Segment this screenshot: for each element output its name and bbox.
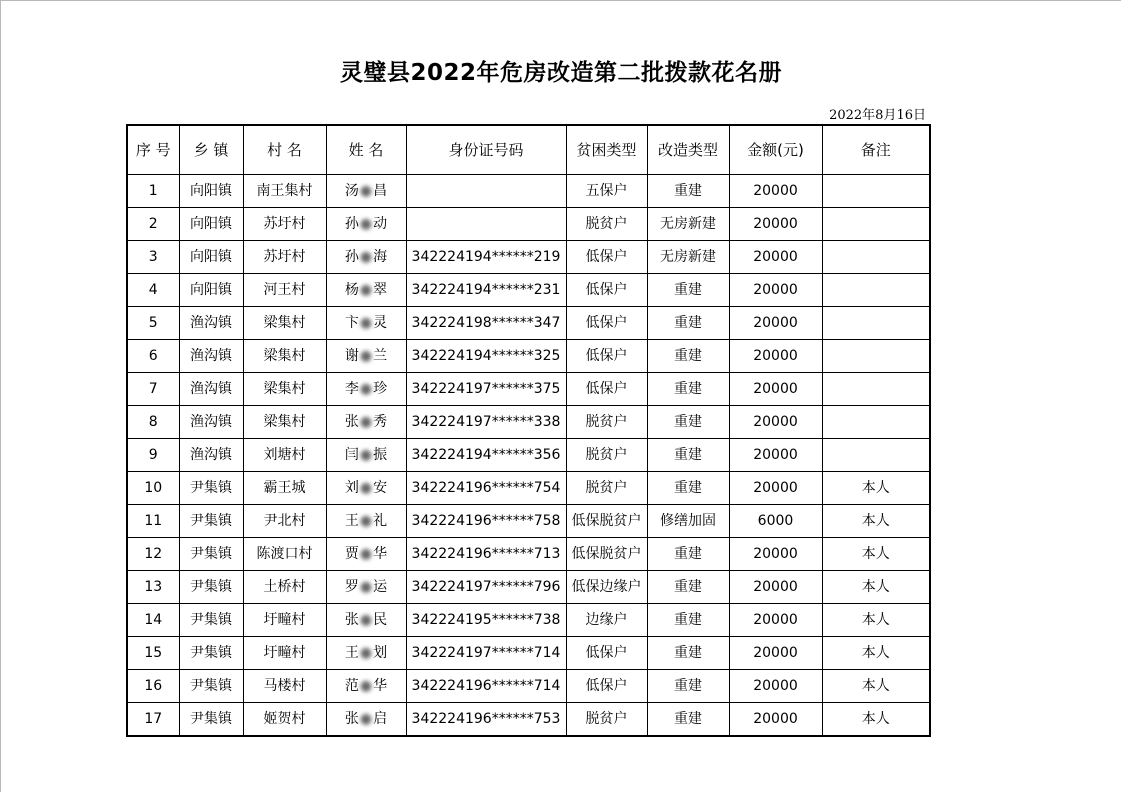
name-last-char: 划 xyxy=(373,645,388,661)
table-row xyxy=(127,538,930,571)
cell-index: 16 xyxy=(127,670,179,703)
name-redacted-char: ● xyxy=(359,282,373,298)
cell-id-number: 342224197******375 xyxy=(406,373,566,406)
cell-note xyxy=(822,241,930,274)
cell-name xyxy=(326,571,406,604)
cell-amount: 6000 xyxy=(729,505,822,538)
cell-name xyxy=(326,340,406,373)
cell-poverty-type: 低保户 xyxy=(566,241,647,274)
name-last-char: 翠 xyxy=(373,282,388,298)
cell-town: 渔沟镇 xyxy=(179,340,243,373)
cell-note: 本人 xyxy=(822,472,930,505)
cell-amount: 20000 xyxy=(729,439,822,472)
cell-note: 本人 xyxy=(822,571,930,604)
header-note: 备注 xyxy=(822,125,930,175)
name-first-char: 孙 xyxy=(344,249,359,265)
cell-note xyxy=(822,406,930,439)
cell-town: 向阳镇 xyxy=(179,208,243,241)
name-redacted-char: ● xyxy=(359,480,373,496)
table-row xyxy=(127,505,930,538)
document-title: 灵璧县2022年危房改造第二批拨款花名册 xyxy=(339,60,782,86)
cell-village: 姬贺村 xyxy=(243,703,326,737)
name-first-char: 王 xyxy=(344,645,359,661)
cell-town: 尹集镇 xyxy=(179,703,243,737)
cell-name xyxy=(326,637,406,670)
cell-id-number: 342224194******231 xyxy=(406,274,566,307)
cell-village: 尹北村 xyxy=(243,505,326,538)
cell-id-number: 342224196******753 xyxy=(406,703,566,737)
cell-id-number: 342224197******714 xyxy=(406,637,566,670)
name-redacted-char: ● xyxy=(359,546,373,562)
name-last-char: 海 xyxy=(373,249,388,265)
cell-index: 7 xyxy=(127,373,179,406)
cell-index: 6 xyxy=(127,340,179,373)
name-redacted-char: ● xyxy=(359,447,373,463)
name-last-char: 动 xyxy=(373,216,388,232)
cell-poverty-type: 边缘户 xyxy=(566,604,647,637)
cell-village: 梁集村 xyxy=(243,373,326,406)
cell-note xyxy=(822,208,930,241)
cell-index: 4 xyxy=(127,274,179,307)
name-redacted-char: ● xyxy=(359,711,373,727)
header-id-number: 身份证号码 xyxy=(406,125,566,175)
cell-village: 梁集村 xyxy=(243,340,326,373)
cell-amount: 20000 xyxy=(729,472,822,505)
cell-note xyxy=(822,373,930,406)
cell-poverty-type: 低保户 xyxy=(566,274,647,307)
cell-village: 河王村 xyxy=(243,274,326,307)
table-row xyxy=(127,274,930,307)
name-first-char: 孙 xyxy=(344,216,359,232)
document-date: 2022年8月16日 xyxy=(829,108,926,123)
cell-name xyxy=(326,307,406,340)
cell-renovation-type: 重建 xyxy=(647,274,729,307)
cell-village: 苏圩村 xyxy=(243,208,326,241)
cell-id-number xyxy=(406,175,566,208)
cell-name xyxy=(326,604,406,637)
cell-name xyxy=(326,373,406,406)
name-last-char: 民 xyxy=(373,612,388,628)
name-first-char: 谢 xyxy=(344,348,359,364)
table-row xyxy=(127,241,930,274)
cell-amount: 20000 xyxy=(729,604,822,637)
cell-amount: 20000 xyxy=(729,670,822,703)
cell-town: 向阳镇 xyxy=(179,274,243,307)
name-redacted-char: ● xyxy=(359,348,373,364)
table-row xyxy=(127,439,930,472)
name-last-char: 华 xyxy=(373,678,388,694)
name-redacted-char: ● xyxy=(359,645,373,661)
header-village: 村 名 xyxy=(243,125,326,175)
cell-poverty-type: 脱贫户 xyxy=(566,703,647,737)
cell-town: 尹集镇 xyxy=(179,571,243,604)
header-town: 乡 镇 xyxy=(179,125,243,175)
table-header-row xyxy=(127,125,930,175)
cell-town: 渔沟镇 xyxy=(179,307,243,340)
cell-index: 3 xyxy=(127,241,179,274)
cell-index: 13 xyxy=(127,571,179,604)
header-name: 姓 名 xyxy=(326,125,406,175)
cell-id-number xyxy=(406,208,566,241)
table-row xyxy=(127,175,930,208)
cell-index: 12 xyxy=(127,538,179,571)
cell-amount: 20000 xyxy=(729,307,822,340)
cell-town: 渔沟镇 xyxy=(179,373,243,406)
header-amount: 金额(元) xyxy=(729,125,822,175)
cell-name xyxy=(326,241,406,274)
name-first-char: 张 xyxy=(344,711,359,727)
name-last-char: 礼 xyxy=(373,513,388,529)
cell-index: 10 xyxy=(127,472,179,505)
cell-index: 2 xyxy=(127,208,179,241)
table-row xyxy=(127,703,930,737)
cell-town: 尹集镇 xyxy=(179,604,243,637)
cell-id-number: 342224197******796 xyxy=(406,571,566,604)
cell-village: 马楼村 xyxy=(243,670,326,703)
name-redacted-char: ● xyxy=(359,612,373,628)
name-last-char: 振 xyxy=(373,447,388,463)
cell-name xyxy=(326,175,406,208)
name-first-char: 刘 xyxy=(344,480,359,496)
cell-town: 尹集镇 xyxy=(179,505,243,538)
cell-village: 苏圩村 xyxy=(243,241,326,274)
name-last-char: 昌 xyxy=(373,183,388,199)
name-redacted-char: ● xyxy=(359,414,373,430)
cell-index: 17 xyxy=(127,703,179,737)
cell-renovation-type: 重建 xyxy=(647,439,729,472)
cell-note: 本人 xyxy=(822,637,930,670)
cell-poverty-type: 低保脱贫户 xyxy=(566,538,647,571)
cell-index: 8 xyxy=(127,406,179,439)
cell-renovation-type: 无房新建 xyxy=(647,241,729,274)
name-redacted-char: ● xyxy=(359,513,373,529)
cell-renovation-type: 重建 xyxy=(647,175,729,208)
cell-name xyxy=(326,208,406,241)
cell-note: 本人 xyxy=(822,505,930,538)
cell-village: 陈渡口村 xyxy=(243,538,326,571)
cell-amount: 20000 xyxy=(729,637,822,670)
cell-name xyxy=(326,406,406,439)
cell-town: 尹集镇 xyxy=(179,538,243,571)
cell-poverty-type: 脱贫户 xyxy=(566,472,647,505)
cell-note: 本人 xyxy=(822,670,930,703)
cell-name xyxy=(326,439,406,472)
name-last-char: 启 xyxy=(373,711,388,727)
cell-name xyxy=(326,538,406,571)
cell-amount: 20000 xyxy=(729,175,822,208)
name-first-char: 张 xyxy=(344,414,359,430)
table-row xyxy=(127,472,930,505)
table-row xyxy=(127,571,930,604)
cell-name xyxy=(326,670,406,703)
name-first-char: 闫 xyxy=(344,447,359,463)
cell-amount: 20000 xyxy=(729,340,822,373)
cell-poverty-type: 低保户 xyxy=(566,340,647,373)
cell-village: 圩疃村 xyxy=(243,637,326,670)
header-index: 序 号 xyxy=(127,125,179,175)
cell-village: 圩疃村 xyxy=(243,604,326,637)
allocation-roster-table xyxy=(126,124,931,737)
cell-renovation-type: 重建 xyxy=(647,604,729,637)
name-redacted-char: ● xyxy=(359,183,373,199)
cell-town: 向阳镇 xyxy=(179,175,243,208)
table-row xyxy=(127,637,930,670)
cell-amount: 20000 xyxy=(729,241,822,274)
cell-amount: 20000 xyxy=(729,703,822,737)
cell-poverty-type: 脱贫户 xyxy=(566,439,647,472)
cell-town: 尹集镇 xyxy=(179,637,243,670)
cell-amount: 20000 xyxy=(729,406,822,439)
cell-name xyxy=(326,505,406,538)
name-first-char: 李 xyxy=(344,381,359,397)
cell-index: 9 xyxy=(127,439,179,472)
cell-amount: 20000 xyxy=(729,373,822,406)
cell-note: 本人 xyxy=(822,538,930,571)
cell-note xyxy=(822,439,930,472)
cell-village: 南王集村 xyxy=(243,175,326,208)
name-first-char: 罗 xyxy=(344,579,359,595)
table-row xyxy=(127,406,930,439)
cell-poverty-type: 五保户 xyxy=(566,175,647,208)
cell-poverty-type: 低保户 xyxy=(566,670,647,703)
cell-renovation-type: 重建 xyxy=(647,571,729,604)
cell-town: 向阳镇 xyxy=(179,241,243,274)
cell-renovation-type: 无房新建 xyxy=(647,208,729,241)
cell-poverty-type: 脱贫户 xyxy=(566,406,647,439)
name-redacted-char: ● xyxy=(359,315,373,331)
cell-renovation-type: 重建 xyxy=(647,373,729,406)
cell-note xyxy=(822,340,930,373)
cell-renovation-type: 重建 xyxy=(647,307,729,340)
cell-poverty-type: 脱贫户 xyxy=(566,208,647,241)
name-last-char: 兰 xyxy=(373,348,388,364)
table-row xyxy=(127,604,930,637)
table-row xyxy=(127,373,930,406)
cell-id-number: 342224194******219 xyxy=(406,241,566,274)
name-first-char: 王 xyxy=(344,513,359,529)
cell-village: 刘塘村 xyxy=(243,439,326,472)
cell-index: 14 xyxy=(127,604,179,637)
name-last-char: 灵 xyxy=(373,315,388,331)
cell-town: 渔沟镇 xyxy=(179,439,243,472)
cell-renovation-type: 重建 xyxy=(647,670,729,703)
name-last-char: 华 xyxy=(373,546,388,562)
name-redacted-char: ● xyxy=(359,678,373,694)
cell-renovation-type: 重建 xyxy=(647,472,729,505)
cell-town: 尹集镇 xyxy=(179,472,243,505)
cell-index: 1 xyxy=(127,175,179,208)
cell-renovation-type: 修缮加固 xyxy=(647,505,729,538)
cell-renovation-type: 重建 xyxy=(647,703,729,737)
cell-village: 土桥村 xyxy=(243,571,326,604)
cell-index: 11 xyxy=(127,505,179,538)
name-first-char: 卞 xyxy=(344,315,359,331)
cell-village: 梁集村 xyxy=(243,406,326,439)
name-first-char: 范 xyxy=(344,678,359,694)
table-row xyxy=(127,307,930,340)
header-renovation-type: 改造类型 xyxy=(647,125,729,175)
name-first-char: 贾 xyxy=(344,546,359,562)
cell-village: 霸王城 xyxy=(243,472,326,505)
cell-amount: 20000 xyxy=(729,274,822,307)
cell-town: 尹集镇 xyxy=(179,670,243,703)
name-last-char: 运 xyxy=(373,579,388,595)
name-last-char: 珍 xyxy=(373,381,388,397)
table-row xyxy=(127,670,930,703)
cell-name xyxy=(326,274,406,307)
cell-id-number: 342224194******356 xyxy=(406,439,566,472)
cell-renovation-type: 重建 xyxy=(647,538,729,571)
name-last-char: 安 xyxy=(373,480,388,496)
cell-renovation-type: 重建 xyxy=(647,637,729,670)
name-first-char: 汤 xyxy=(344,183,359,199)
cell-name xyxy=(326,703,406,737)
name-last-char: 秀 xyxy=(373,414,388,430)
cell-id-number: 342224196******713 xyxy=(406,538,566,571)
cell-poverty-type: 低保户 xyxy=(566,637,647,670)
cell-poverty-type: 低保户 xyxy=(566,307,647,340)
name-redacted-char: ● xyxy=(359,579,373,595)
header-poverty-type: 贫困类型 xyxy=(566,125,647,175)
cell-id-number: 342224194******325 xyxy=(406,340,566,373)
cell-note xyxy=(822,307,930,340)
cell-renovation-type: 重建 xyxy=(647,406,729,439)
name-first-char: 杨 xyxy=(344,282,359,298)
cell-note: 本人 xyxy=(822,604,930,637)
cell-id-number: 342224196******754 xyxy=(406,472,566,505)
table-row xyxy=(127,208,930,241)
cell-amount: 20000 xyxy=(729,208,822,241)
cell-index: 5 xyxy=(127,307,179,340)
name-redacted-char: ● xyxy=(359,249,373,265)
name-first-char: 张 xyxy=(344,612,359,628)
cell-note xyxy=(822,274,930,307)
name-redacted-char: ● xyxy=(359,216,373,232)
cell-id-number: 342224196******714 xyxy=(406,670,566,703)
cell-poverty-type: 低保脱贫户 xyxy=(566,505,647,538)
cell-id-number: 342224195******738 xyxy=(406,604,566,637)
cell-name xyxy=(326,472,406,505)
cell-amount: 20000 xyxy=(729,538,822,571)
cell-note: 本人 xyxy=(822,703,930,737)
cell-poverty-type: 低保边缘户 xyxy=(566,571,647,604)
cell-poverty-type: 低保户 xyxy=(566,373,647,406)
cell-id-number: 342224196******758 xyxy=(406,505,566,538)
cell-amount: 20000 xyxy=(729,571,822,604)
cell-town: 渔沟镇 xyxy=(179,406,243,439)
cell-note xyxy=(822,175,930,208)
cell-index: 15 xyxy=(127,637,179,670)
cell-id-number: 342224198******347 xyxy=(406,307,566,340)
cell-village: 梁集村 xyxy=(243,307,326,340)
cell-renovation-type: 重建 xyxy=(647,340,729,373)
table-row xyxy=(127,340,930,373)
cell-id-number: 342224197******338 xyxy=(406,406,566,439)
name-redacted-char: ● xyxy=(359,381,373,397)
